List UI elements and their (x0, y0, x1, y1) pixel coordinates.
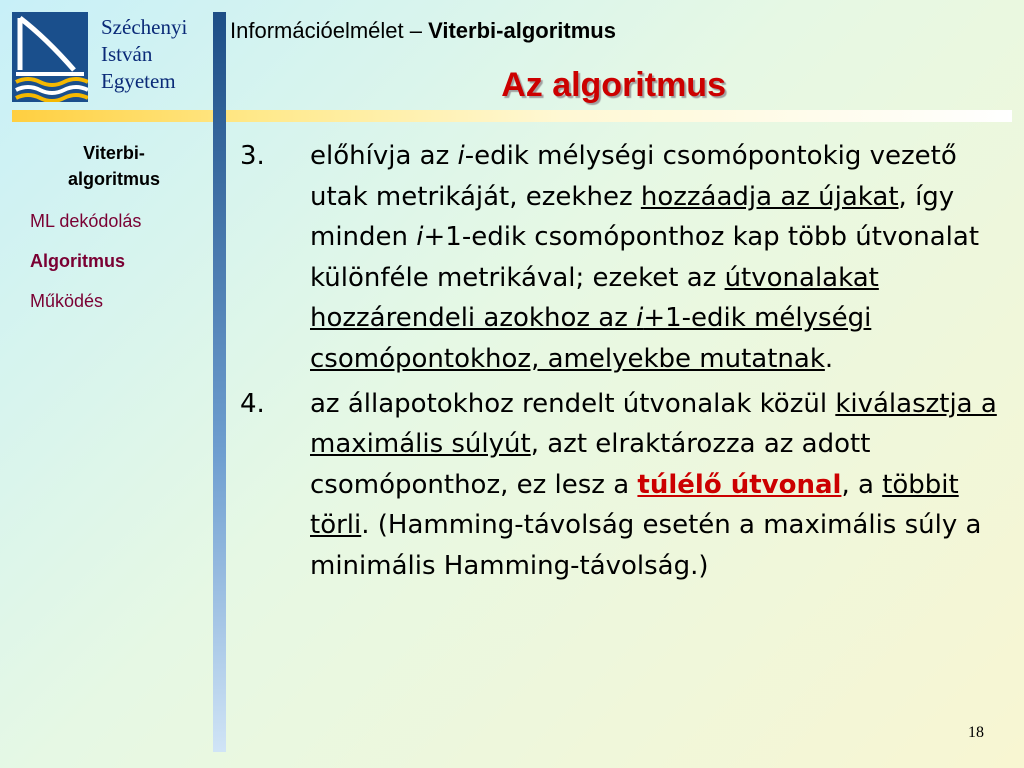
university-name (101, 14, 187, 95)
university-logo (12, 12, 88, 102)
logo-line-3: Egyetem (101, 69, 176, 93)
page-number: 18 (968, 724, 984, 741)
current-section-line-2: algoritmus (67, 169, 160, 189)
current-section-line-1: Viterbi- (83, 143, 145, 163)
highlighted-term: túlélő útvonal (637, 469, 842, 500)
list-item (240, 384, 1000, 587)
logo-line-2: István (101, 42, 153, 66)
underlined-phrase: többit törli (310, 469, 959, 541)
item-text: az állapotokhoz rendelt útvonalak közül kiválasztja a maximális súlyút, azt elraktározza az adott csomóponthoz, ez lesz a túlélő útvonal, a többit törli. (Hamming-távolság esetén a maximális súly a minimális Hamming-távolság.) (310, 388, 997, 581)
sidebar-divider-bar (213, 12, 226, 752)
sidebar-item-mukodes[interactable]: Működés (30, 291, 104, 311)
slide-content (240, 136, 1000, 591)
underlined-phrase: útvonalakat hozzárendeli azokhoz az i+1-edik mélységi csomópontokhoz, amelyekbe mutatnak (310, 262, 879, 374)
underlined-phrase: kiválasztja a maximális súlyút (310, 388, 997, 460)
logo-line-1: Széchenyi (101, 15, 188, 39)
item-number: 3. (240, 141, 265, 171)
sidebar-item-algoritmus[interactable]: Algoritmus (30, 251, 126, 271)
course-header (230, 18, 616, 44)
underlined-phrase: hozzáadja az újakat (640, 181, 899, 212)
course-title: Információelmélet – (230, 18, 429, 43)
item-number: 4. (240, 388, 265, 419)
slide-title: Az algoritmus (501, 66, 726, 104)
sidebar-nav (18, 140, 210, 331)
header-divider-bar (12, 110, 1012, 122)
sidebar-item-ml-dekodolas[interactable]: ML dekódolás (30, 211, 142, 231)
sidebar-current-section[interactable] (18, 140, 210, 192)
list-item (240, 136, 1000, 380)
item-text: előhívja az i-edik mélységi csomópontokig vezető utak metrikáját, ezekhez hozzáadja az újakat, így minden i+1-edik csomóponthoz kap több útvonalat különféle metrikával; ezeket az útvonalakat hozzárendeli azokhoz az i+1-edik mélységi csomópontokhoz, amelyekbe mutatnak. (310, 141, 980, 374)
topic-title: Viterbi-algoritmus (428, 18, 616, 43)
